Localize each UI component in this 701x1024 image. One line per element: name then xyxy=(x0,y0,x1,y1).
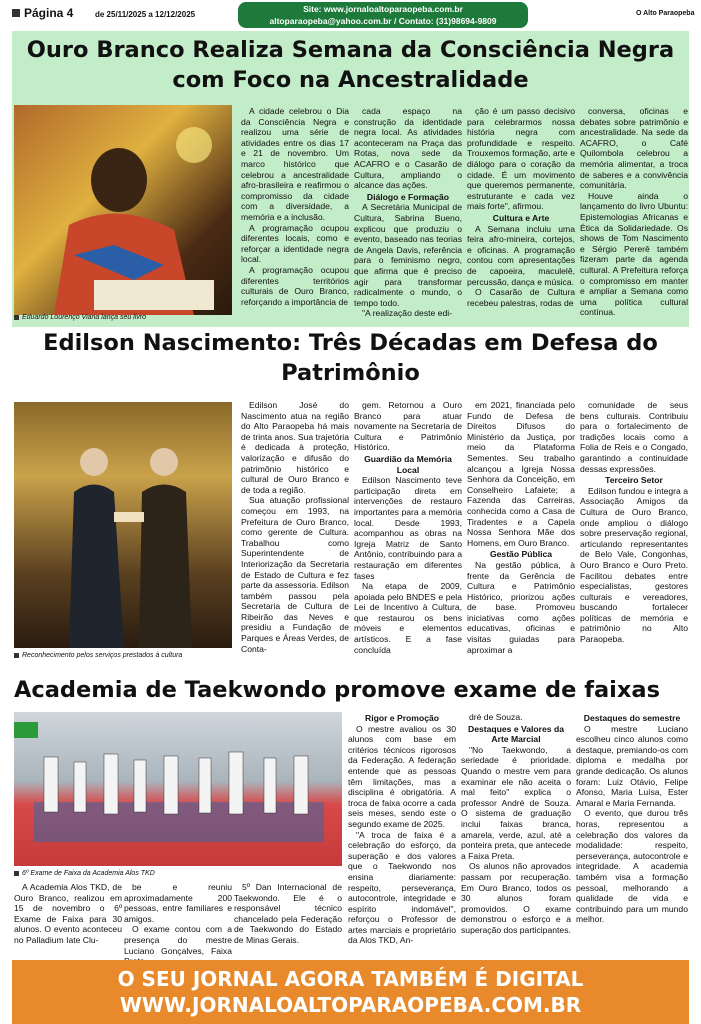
article-3-col-3: Destaques do semestre O mestre Luciano escolheu cinco alunos como destaque, premiando-os com diploma e medalha por grande dedicação. Os alunos foram: Luiz Otávio, Felipe Afonso, Maria Luísa, Ester Amaral e Maria Fernanda. O evento, que durou três horas, representou a celebração dos valores da modalidade: respeito, perseverança, autocontrole e integridade. A academia também visa a formação pessoal, melhorando a qualidade de vida e contribuindo para um mundo melhor. xyxy=(576,713,688,925)
award-ceremony-illustration xyxy=(14,402,232,648)
article-3-title: Academia de Taekwondo promove exame de faixas xyxy=(14,677,660,703)
edition-dates: de 25/11/2025 a 12/12/2025 xyxy=(95,10,196,19)
article-2-photo xyxy=(14,402,232,648)
article-3-lower-col-3: 5º Dan Internacional de Taekwondo. Ele é o responsável técnico chancelado pela Federação de Taekwondo do Estado de Minas Gerais. xyxy=(234,882,342,945)
taekwondo-students-illustration xyxy=(14,712,342,866)
article-3-caption: 6º Exame de Faixa da Academia Alos TKD xyxy=(14,870,155,877)
page-number: Página 4 xyxy=(12,6,73,20)
contact-line[interactable]: altoparaopeba@yahoo.com.br / Contato: (31)98694-9809 xyxy=(269,16,497,26)
article-2-col-1: Edilson José do Nascimento atua na região do Alto Paraopeba há mais de trinta anos. Sua trajetória é dedicada à proteção, valorização e difusão do patrimônio histórico e cultural de Ouro Branco e de toda a região. Sua atuação profissional começou em 1993, na Prefeitura de Ouro Branco, como gerente de Cultura. Trabalhou como Superintendente de Interiorização da Secretaria de Estado de Cultura e fez parte da assessoria. Edilson também passou pela Secretaria de Cultura de Ribeirão das Neves e presidiu a Fundação de Parques e Áreas Verdes, de Conta- xyxy=(241,400,349,654)
article-1-col-1: A cidade celebrou o Dia da Consciência Negra e realizou uma série de atividades entre os dias 17 e 21 de novembro. Um marco histórico que celebrou a ancestralidade afro-brasileira e reafirmou o compromisso da cidade com a diversidade, a memória e a inclusão. A programação ocupou diferentes locais, como e reforçar a identidade negra local. A programação ocupou diferentes territórios culturais de Ouro Branco, reforçando a importância de xyxy=(241,106,349,307)
article-1-title: Ouro Branco Realiza Semana da Consciência Negra com Foco na Ancestralidade xyxy=(26,37,675,93)
article-3-lower-col-1: A Academia Alos TKD, de Ouro Branco, realizou em 15 de novembro o 6º Exame de Faixa para 30 alunos. O evento aconteceu no Palladium Iate Clu- xyxy=(14,882,122,945)
article-3-col-1: Rigor e Promoção O mestre avaliou os 30 alunos com base em critérios técnicos rigorosos da Federação. A federação entende que as pessoas têm limitações, mas a disciplina é obrigatória. A troca de faixa ocorre a cada seis meses, sendo este o segundo exame de 2025. "A troca de faixa é a celebração do esforço, da superação e dos valores que o Taekwondo nos ensina diariamente: respeito, perseverança, autocontrole, integridade e espírito indomável", reforçou o Professor de artes marciais e proprietário da Alos TKD, An- xyxy=(348,713,456,946)
article-2-caption: Reconhecimento pelos serviços prestados à cultura xyxy=(14,652,182,659)
brand-name: O Alto Paraopeba xyxy=(636,10,695,17)
article-2-title: Edilson Nascimento: Três Décadas em Defesa do Patrimônio xyxy=(43,330,658,386)
article-1-caption: Eduardo Lourenço Viana lança seu livro xyxy=(14,314,146,321)
article-1-photo xyxy=(14,105,232,315)
article-2-col-2: gem. Retornou a Ouro Branco para atuar novamente na Secretaria de Cultura e Patrimônio Histórico. Guardião da Memória Local Edilson Nascimento teve participação direta em intervenções de restauro importantes para a memória local. Desde 1993, acompanhou as obras na Igreja Matriz de Santo Antônio, contribuindo para a restauração em diferentes fases Na etapa de 2009, apoiada pelo BNDES e pela Lei de Incentivo à Cultura, que restaurou os bens móveis e elementos artísticos. E a fase concluída xyxy=(354,400,462,655)
banner-line-2[interactable]: WWW.JORNALOALTOPARAOPEBA.COM.BR xyxy=(119,993,582,1017)
article-1-col-3: ção é um passo decisivo para celebrarmos nossa história negra com profundidade e respeito. Trouxemos formação, arte e diálogo para o coração da cidade. É um movimento que queremos permanente, estruturante e cada vez mais forte", afirmou. Cultura e Arte A Semana incluiu uma feira afro-mineira, cortejos, e oficinas. A programação contou com apresentações de capoeira, maculelê, percussão, dança e música. O Casarão de Cultura recebeu palestras, rodas de xyxy=(467,106,575,308)
article-3-col-2: dré de Souza. Destaques e Valores da Arte Marcial "No Taekwondo, a seriedade é prioridade. Quando o mestre vem para examinar ele não aceita o mal feito" explica o professor André de Souza. O sistema de graduação inclui faixas branca, amarela, verde, azul, até a ponteira preta, que antecede a Faixa Preta. Os alunos não aprovados passam por recuperação. Em Ouro Branco, todos os 30 alunos foram promovidos. O exame demonstrou o esforço e a superação dos participantes. xyxy=(461,712,571,935)
article-2-col-3: em 2021, financiada pelo Fundo de Defesa de Direitos Difusos do Ministério da Justiça, por meio da Plataforma Sementes. Seu trabalho alcançou a Igreja Nossa Senhora da Conceição, em Conselheiro Lafaiete; a Fazenda das Carreiras, conhecida como a Casa de Tiradentes e a Capela Nossa Senhora Mãe dos Homens, em Ouro Branco. Gestão Pública Na gestão pública, à frente da Gerência de Cultura e Patrimônio Histórico, priorizou ações de base. Promoveu iniciativas como ações educativas, oficinas e visitas guiadas para aproximar a xyxy=(467,400,575,655)
article-2-col-4: comunidade de seus bens culturais. Contribuiu para o fortalecimento de tradições locais como a Folia de Reis e o Congado, garantindo a continuidade dessas expressões. Terceiro Setor Edilson fundou e integra a Associação Amigos da Cultura de Ouro Branco, onde ampliou o diálogo sobre preservação regional, articulando representantes de Belo Vale, Congonhas, Ouro Branco e Ouro Preto. Facilitou debates entre especialistas, gestores culturais e vereadores, buscando fortalecer políticas de memória e patrimônio no Alto Paraopeba. xyxy=(580,400,688,645)
banner-line-1: O SEU JORNAL AGORA TAMBÉM É DIGITAL xyxy=(117,967,584,991)
article-1-col-2: cada espaço na construção da identidade negra local. As atividades aconteceram na Praça das Rotas, nova sede da ACAFRO e o Casarão de Cultura, ampliando o alcance das ações. Diálogo e Formação A Secretária Municipal de Cultura, Sabrina Bueno, explicou que produziu o evento, baseado nas teorias de Angela Davis, referência para o feminismo negro, que afirma que é preciso agir para transformar radicalmente o mundo, o tempo todo. "A realização deste edi- xyxy=(354,106,462,319)
author-signing-book-illustration xyxy=(14,105,232,315)
article-3-lower-col-2: be e reuniu aproximadamente 200 pessoas, entre familiares e amigos. O exame contou com a presença do mestre Luciano Gonçalves, Faixa xyxy=(124,882,232,956)
digital-banner[interactable] xyxy=(12,960,689,1024)
site-link[interactable]: Site: www.jornaloaltoparaopeba.com.br xyxy=(303,4,463,14)
contact-box xyxy=(238,2,528,28)
article-1-col-4: conversa, oficinas e debates sobre patrimônio e ancestralidade. Na sede da ACAFRO, o Café Quilombola celebrou a memória alimentar, a troca de saberes e a convivência comunitária. Houve ainda o lançamento do livro Ubuntu: Epistemologias Africanas e Ética da Solidariedade. Os shows de Tom Nascimento e Sérgio Pererê também fizeram parte da agenda cultural. A Prefeitura reforça o compromisso em manter e ampliar a Semana como uma política cultural contínua. xyxy=(580,106,688,318)
article-3-photo xyxy=(14,712,342,866)
